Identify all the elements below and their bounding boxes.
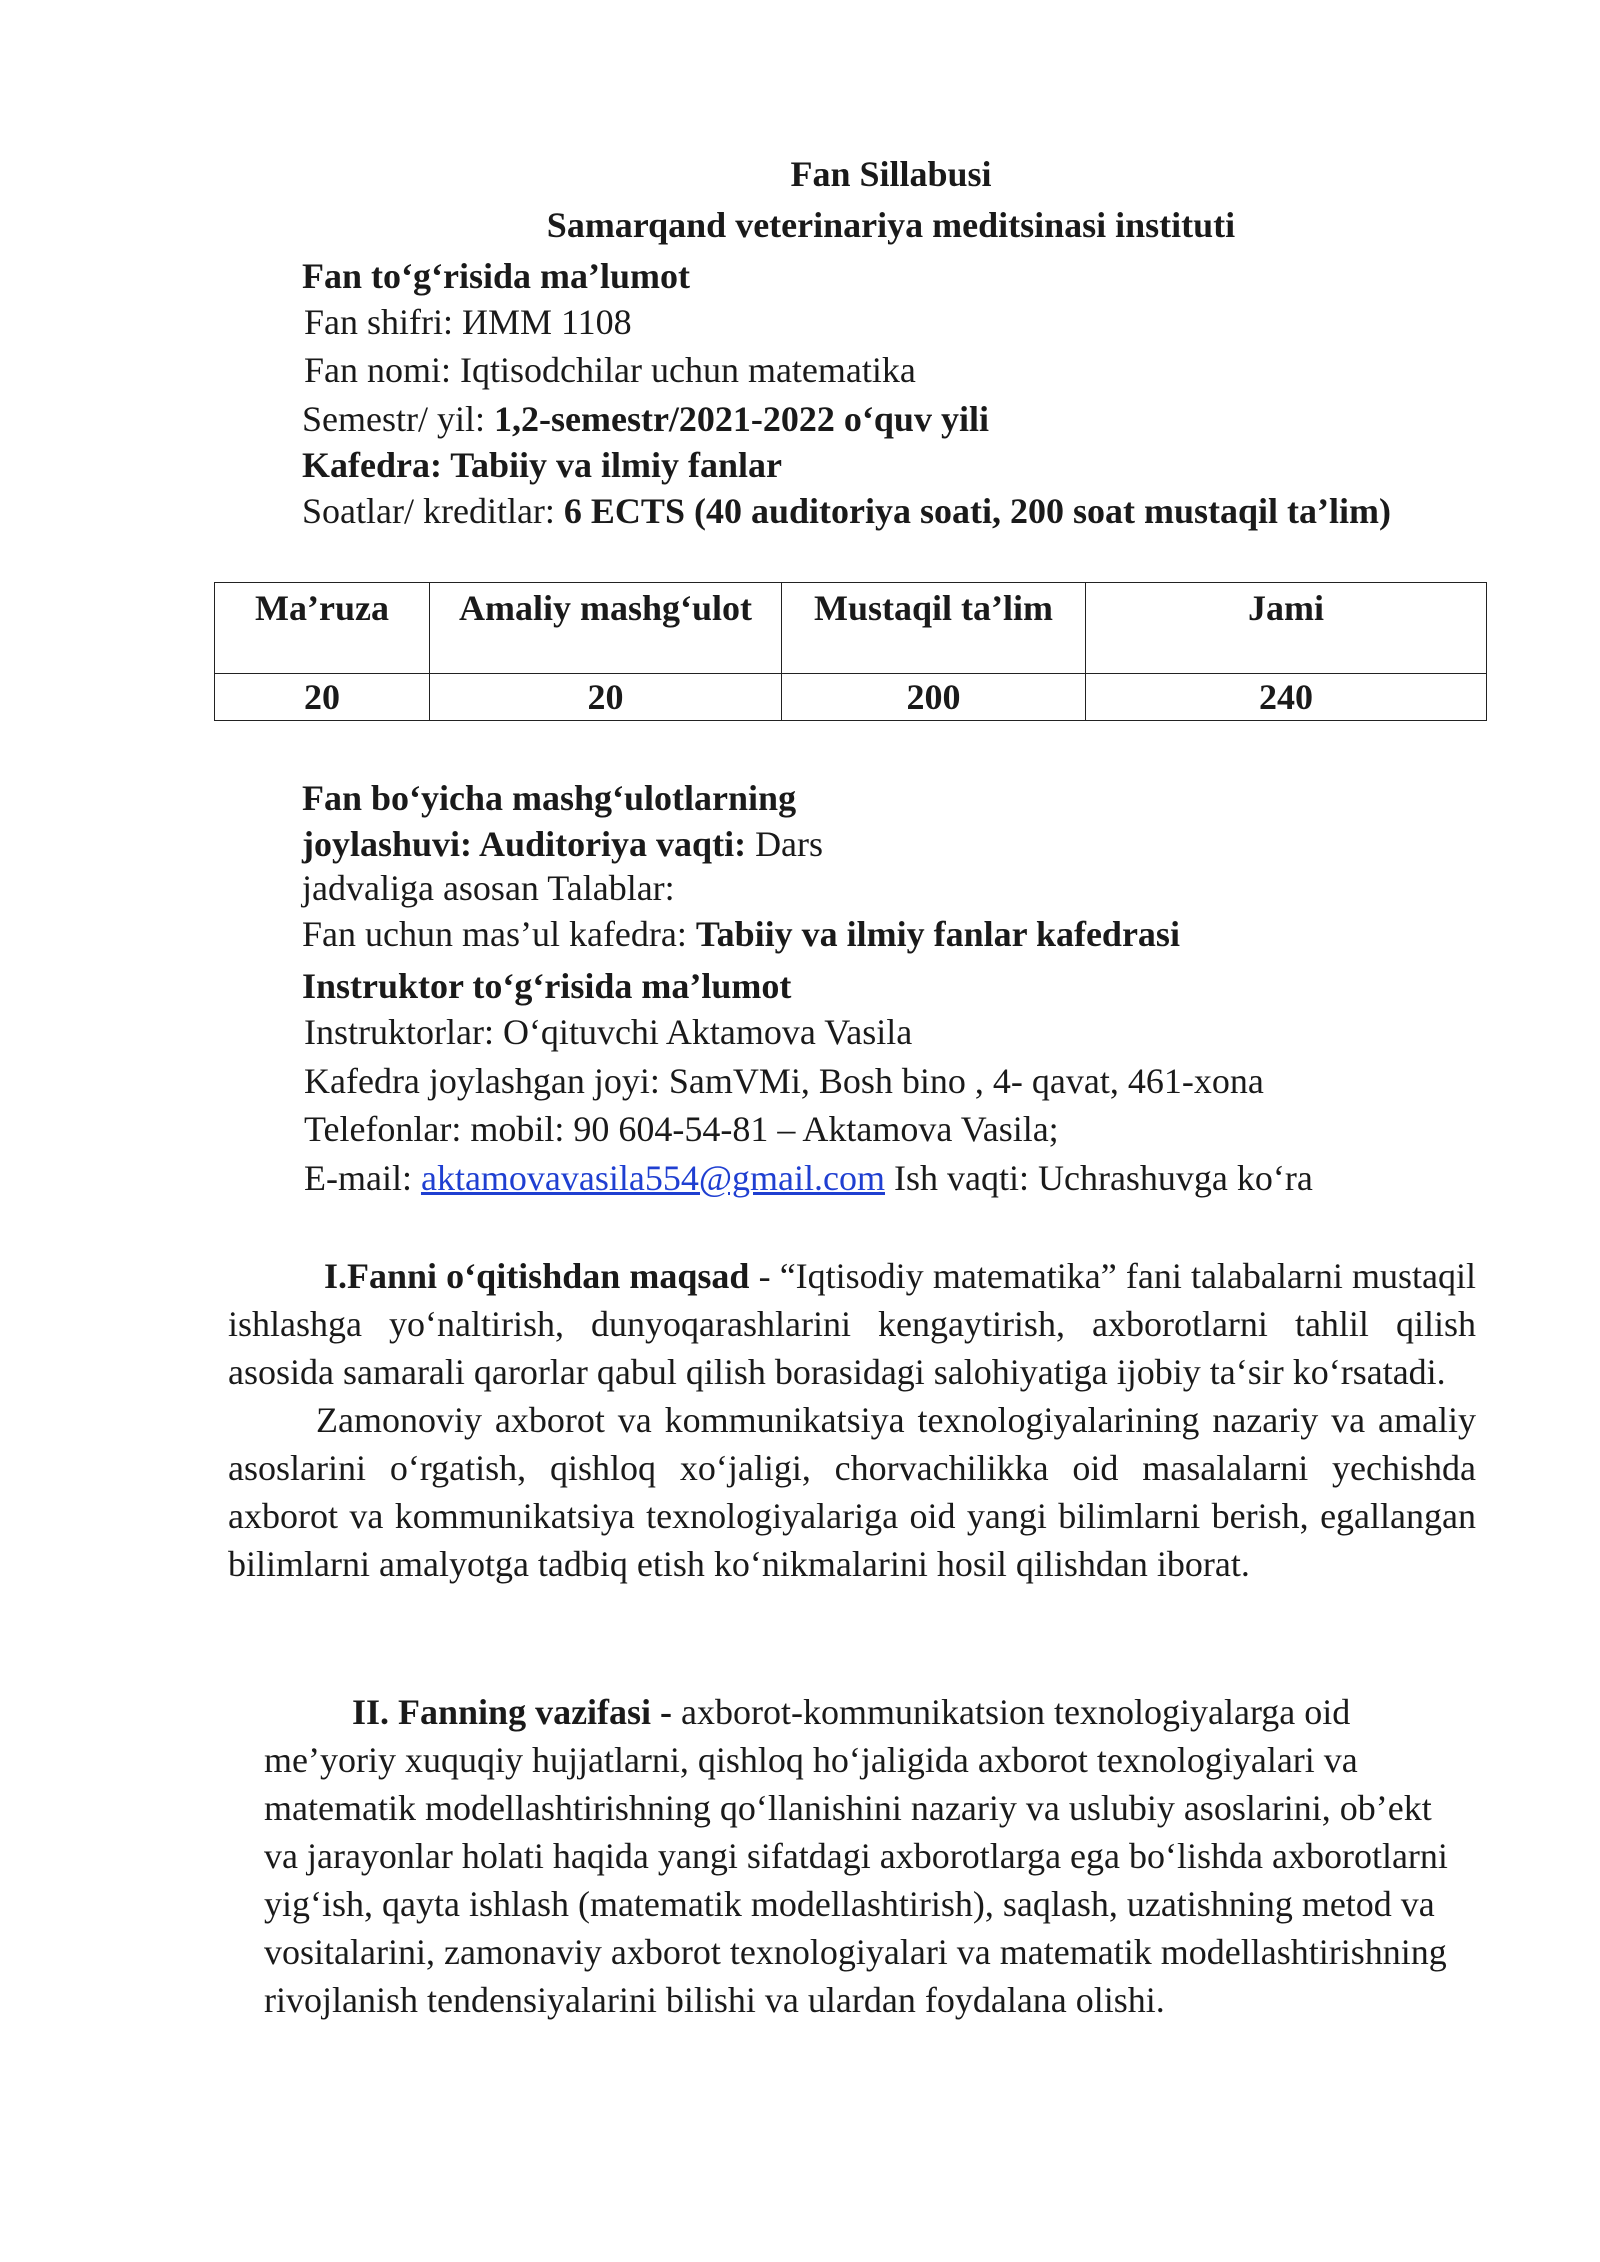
section-1-heading: I.Fanni o‘qitishdan maqsad	[324, 1256, 750, 1296]
value-cell-lecture: 20	[215, 674, 430, 721]
semester-label: Semestr/ yil:	[302, 399, 494, 439]
section-1-paragraph-2: Zamonoviy axborot va kommunikatsiya texnologiyalarining nazariy va amaliy asoslarini o‘rgatish, qishloq xo‘jaligi, chorvachilikka oid masalalarni yechishda axborot va kommunikatsiya texnologiyalariga oid yangi bilimlarni berish, egallangan bilimlarni amalyotga tadbiq etish ko‘nikmalarini hosil qilishdan iborat.	[228, 1400, 1476, 1584]
value-cell-practice: 20	[430, 674, 782, 721]
schedule-line-1: Fan bo‘yicha mashg‘ulotlarning	[302, 778, 797, 818]
department: Kafedra: Tabiiy va ilmiy fanlar	[302, 445, 783, 485]
value-cell-self-study: 200	[782, 674, 1086, 721]
schedule-location-label: joylashuvi: Auditoriya vaqti:	[302, 824, 756, 864]
instructor-location: Kafedra joylashgan joyi: SamVMi, Bosh bino , 4- qavat, 461-xona	[304, 1061, 1264, 1101]
section-2-paragraph	[264, 1688, 1449, 2024]
header-cell-self-study: Mustaqil ta’lim	[782, 583, 1086, 674]
email-link[interactable]: aktamovavasila554@gmail.com	[420, 1158, 885, 1198]
instructor-name: Instruktorlar: O‘qituvchi Aktamova Vasila	[304, 1012, 913, 1052]
credits	[302, 489, 1391, 533]
semester-value: 1,2-semestr/2021-2022 o‘quv yili	[494, 399, 989, 439]
office-hours: Ish vaqti: Uchrashuvga ko‘ra	[885, 1158, 1313, 1198]
hours-table-value-row	[215, 674, 1487, 721]
course-info-heading: Fan to‘g‘risida ma’lumot	[302, 256, 690, 296]
course-code-label: Fan shifri:	[304, 302, 462, 342]
schedule-location-value: Dars	[755, 824, 824, 864]
semester	[302, 397, 989, 441]
instructor-heading: Instruktor to‘g‘risida ma’lumot	[302, 966, 792, 1006]
course-name	[304, 348, 916, 392]
header-cell-total: Jami	[1086, 583, 1487, 674]
institute-name: Samarqand veterinariya meditsinasi instituti	[546, 205, 1236, 245]
hours-table-header-row	[215, 583, 1487, 674]
value-cell-total: 240	[1086, 674, 1487, 721]
section-2-text: axborot-kommunikatsion texnologiyalarga oid me’yoriy xuquqiy hujjatlarni, qishloq ho‘jaligida axborot texnologiyalari va matematik modellashtirishning qo‘llanishini nazariy va uslubiy asoslarini, ob’ekt va jarayonlar holati haqida yangi sifatdagi axborotlarga ega bo‘lishda axborotlarni yig‘ish, qayta ishlash (matematik modellashtirish), saqlash, uzatishning metod va vositalarini, zamonaviy axborot texnologiyalari va matematik modellashtirishning rivojlanish tendensiyalarini bilishi va ulardan foydalana olishi.	[264, 1692, 1448, 2020]
section-1	[228, 1252, 1476, 1588]
instructor-phone: Telefonlar: mobil: 90 604-54-81 – Aktamova Vasila;	[304, 1109, 1059, 1149]
schedule-line-3: jadvaliga asosan Talablar:	[302, 868, 675, 908]
responsible-department-label: Fan uchun mas’ul kafedra:	[302, 914, 696, 954]
responsible-department-value: Tabiiy va ilmiy fanlar kafedrasi	[695, 914, 1180, 954]
section-1-paragraph-1	[228, 1252, 1476, 1396]
instructor-email-line	[304, 1156, 1313, 1200]
credits-label: Soatlar/ kreditlar:	[302, 491, 564, 531]
header-cell-lecture: Ma’ruza	[215, 583, 430, 674]
credits-value: 6 ECTS (40 auditoriya soati, 200 soat mustaqil ta’lim)	[563, 491, 1391, 531]
course-code-value: ИММ 1108	[462, 302, 632, 342]
schedule-line-2	[302, 822, 823, 866]
email-label: E-mail:	[304, 1158, 421, 1198]
header-cell-practice: Amaliy mashg‘ulot	[430, 583, 782, 674]
hours-table	[214, 582, 1487, 721]
section-2-heading: II. Fanning vazifasi -	[352, 1692, 673, 1732]
section-1-text-1: - “Iqtisodiy matematika” fani talabalarni mustaqil ishlashga yo‘naltirish, dunyoqarashlarini kengaytirish, axborotlarni tahlil qilish asosida samarali qarorlar qabul qilish borasidagi salohiyatiga ijobiy ta‘sir ko‘rsatadi.	[228, 1256, 1476, 1392]
responsible-department	[302, 912, 1180, 956]
course-name-label: Fan nomi:	[304, 350, 461, 390]
document-title: Fan Sillabusi	[790, 154, 992, 194]
section-2	[264, 1688, 1449, 2024]
course-code	[304, 300, 632, 344]
course-name-value: Iqtisodchilar uchun matematika	[460, 350, 916, 390]
